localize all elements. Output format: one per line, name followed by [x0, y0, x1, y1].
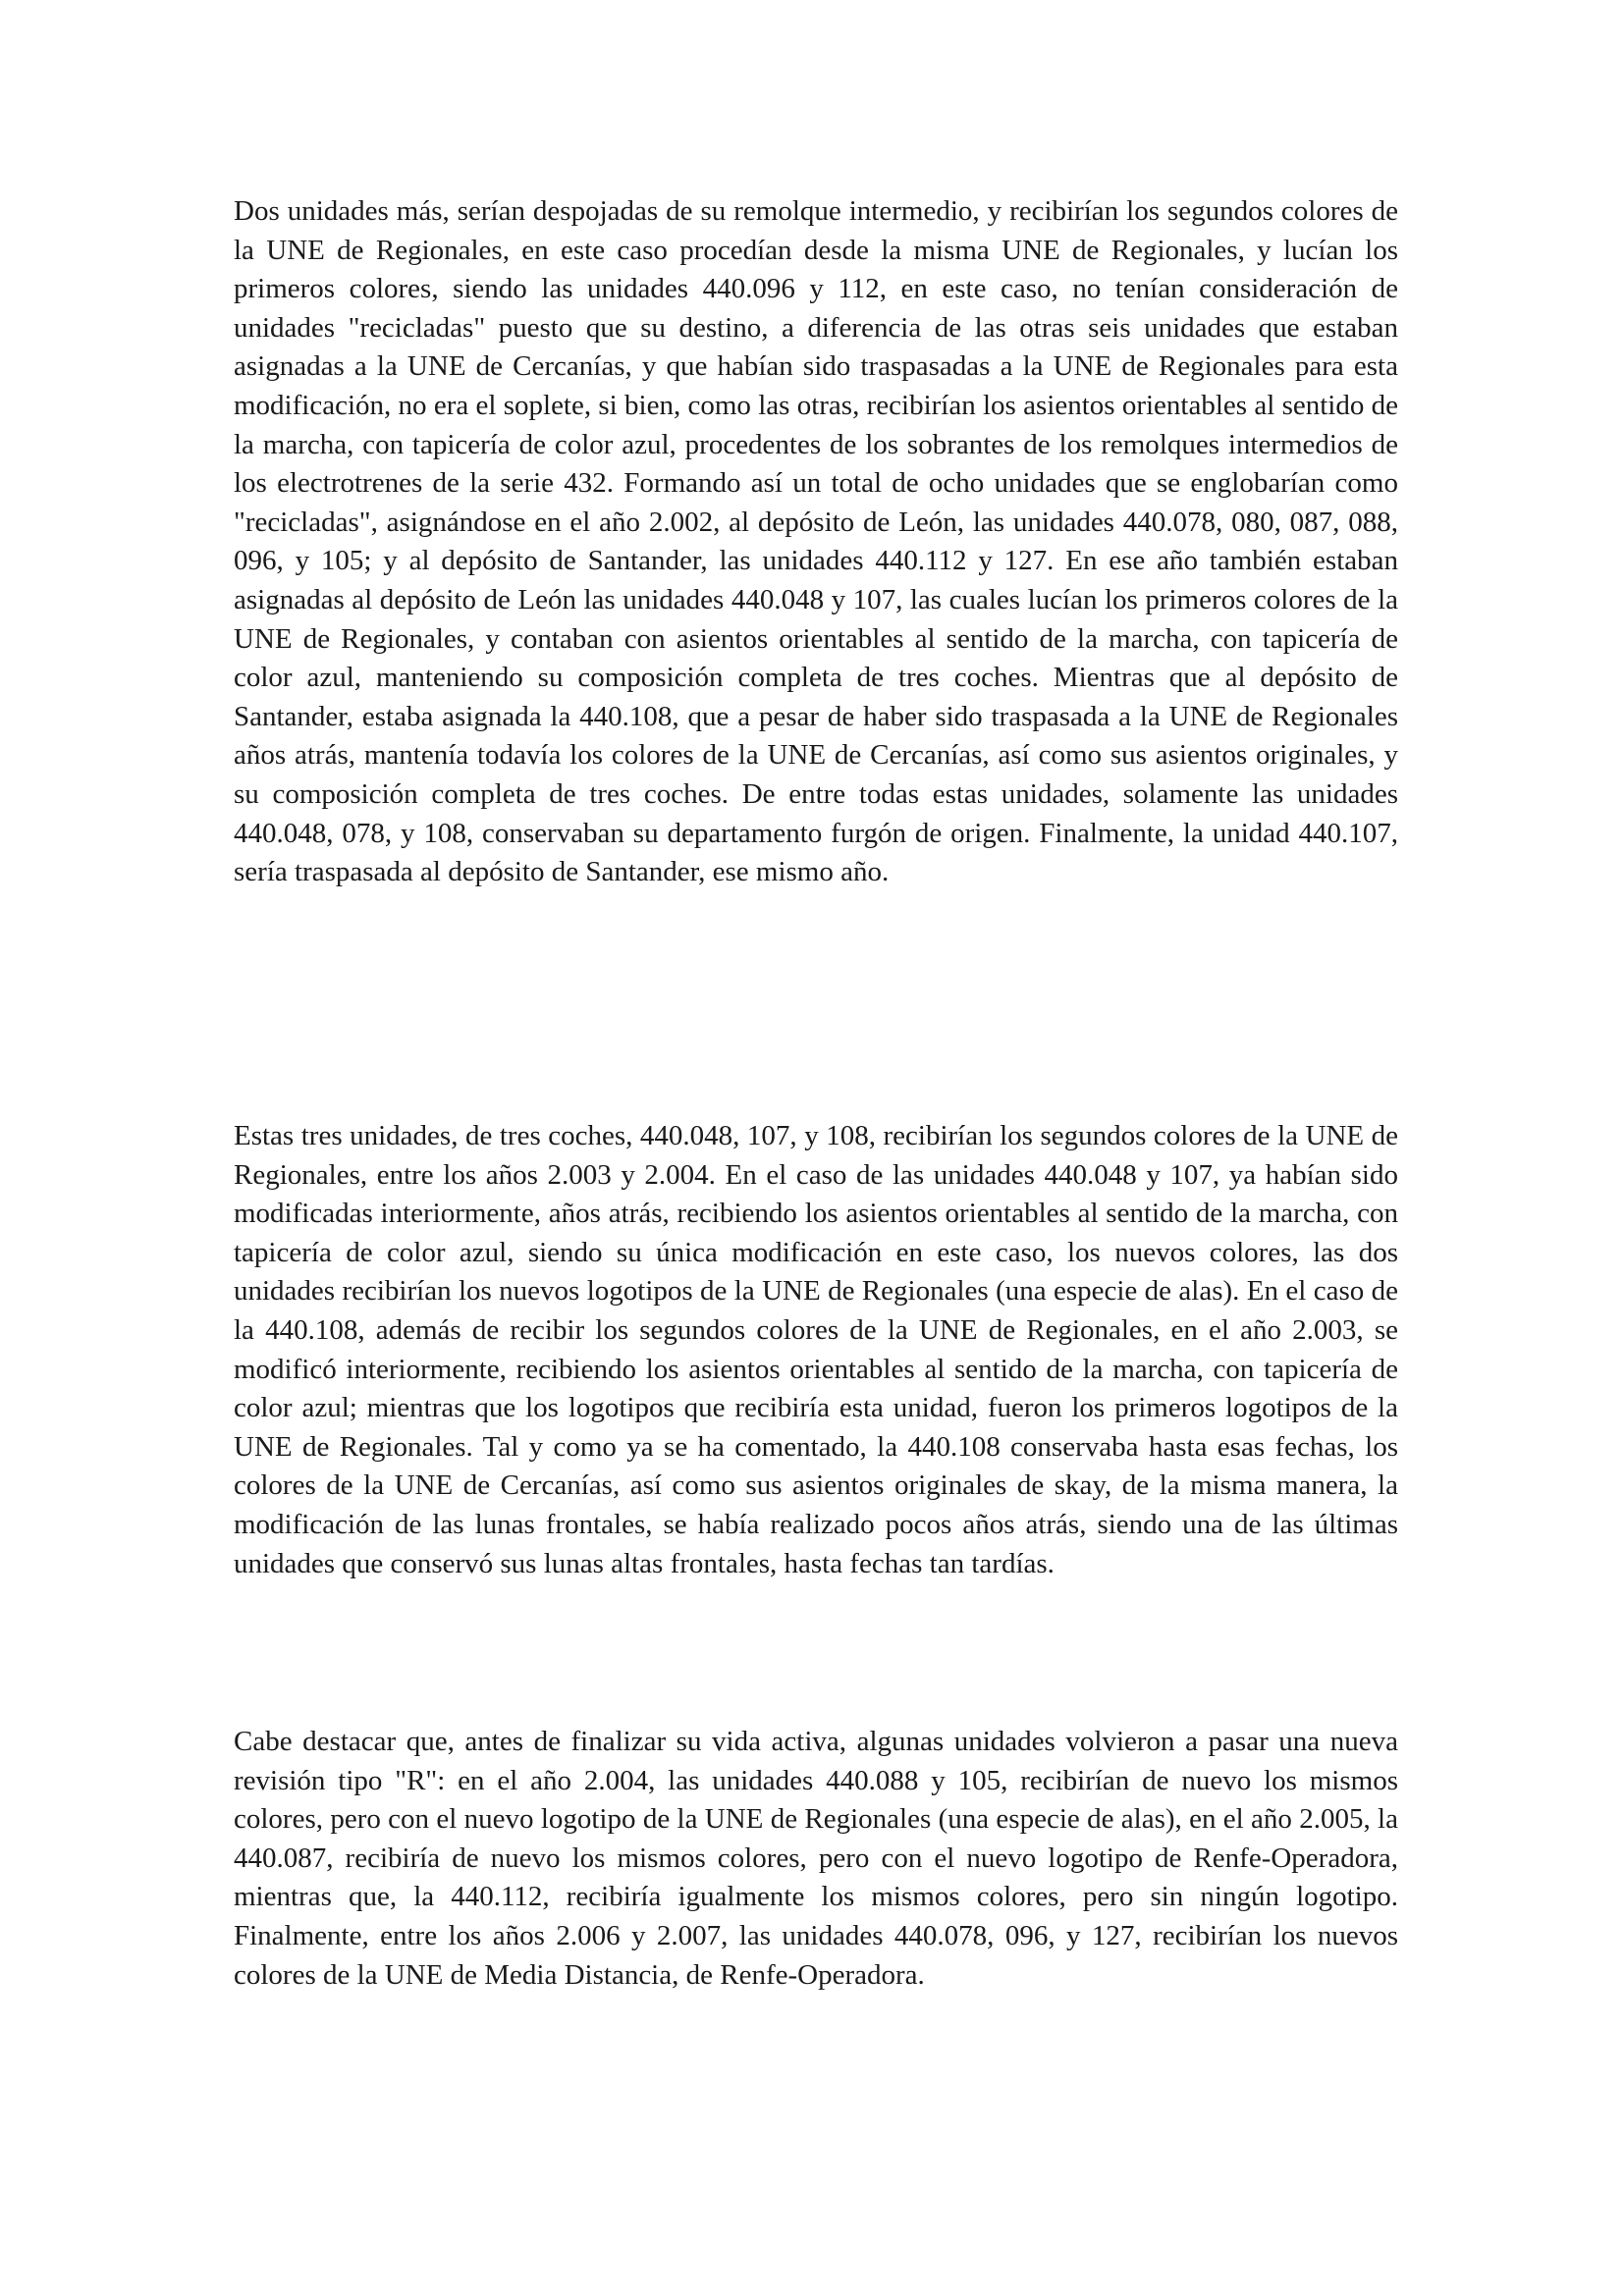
- body-paragraph-3: Cabe destacar que, antes de finalizar su vida activa, algunas unidades volvieron a pasar una nueva revisión tipo "R": en el año 2.004, las unidades 440.088 y 105, recibirían de nuevo los mismos colores, pero con el nuevo logotipo de la UNE de Regionales (una especie de alas), en el año 2.005, la 440.087, recibiría de nuevo los mismos colores, pero con el nuevo logotipo de Renfe-Operadora, mientras que, la 440.112, recibiría igualmente los mismos colores, pero sin ningún logotipo. Finalmente, entre los años 2.006 y 2.007, las unidades 440.078, 096, y 127, recibirían los nuevos colores de la UNE de Media Distancia, de Renfe-Operadora.: [234, 1726, 1398, 1991]
- body-paragraph-1: Dos unidades más, serían despojadas de su remolque intermedio, y recibirían los segundos colores de la UNE de Regionales, en este caso procedían desde la misma UNE de Regionales, y lucían los primeros colores, siendo las unidades 440.096 y 112, en este caso, no tenían consideración de unidades "recicladas" puesto que su destino, a diferencia de las otras seis unidades que estaban asignadas a la UNE de Cercanías, y que habían sido traspasadas a la UNE de Regionales para esta modificación, no era el soplete, si bien, como las otras, recibirían los asientos orientables al sentido de la marcha, con tapicería de color azul, procedentes de los sobrantes de los remolques intermedios de los electrotrenes de la serie 432. Formando así un total de ocho unidades que se englobarían como "recicladas", asignándose en el año 2.002, al depósito de León, las unidades 440.078, 080, 087, 088, 096, y 105; y al depósito de Santander, las unidades 440.112 y 127. En ese año también estaban asignadas al depósito de León las unidades 440.048 y 107, las cuales lucían los primeros colores de la UNE de Regionales, y contaban con asientos orientables al sentido de la marcha, con tapicería de color azul, manteniendo su composición completa de tres coches. Mientras que al depósito de Santander, estaba asignada la 440.108, que a pesar de haber sido traspasada a la UNE de Regionales años atrás, mantenía todavía los colores de la UNE de Cercanías, así como sus asientos originales, y su composición completa de tres coches. De entre todas estas unidades, solamente las unidades 440.048, 078, y 108, conservaban su departamento furgón de origen. Finalmente, la unidad 440.107, sería traspasada al depósito de Santander, ese mismo año.: [234, 195, 1398, 888]
- body-paragraph-2: Estas tres unidades, de tres coches, 440.048, 107, y 108, recibirían los segundos colores de la UNE de Regionales, entre los años 2.003 y 2.004. En el caso de las unidades 440.048 y 107, ya habían sido modificadas interiormente, años atrás, recibiendo los asientos orientables al sentido de la marcha, con tapicería de color azul, siendo su única modificación en este caso, los nuevos colores, las dos unidades recibirían los nuevos logotipos de la UNE de Regionales (una especie de alas). En el caso de la 440.108, además de recibir los segundos colores de la UNE de Regionales, en el año 2.003, se modificó interiormente, recibiendo los asientos orientables al sentido de la marcha, con tapicería de color azul; mientras que los logotipos que recibiría esta unidad, fueron los primeros logotipos de la UNE de Regionales. Tal y como ya se ha comentado, la 440.108 conservaba hasta esas fechas, los colores de la UNE de Cercanías, así como sus asientos originales de skay, de la misma manera, la modificación de las lunas frontales, se había realizado pocos años atrás, siendo una de las últimas unidades que conservó sus lunas altas frontales, hasta fechas tan tardías.: [234, 1120, 1398, 1579]
